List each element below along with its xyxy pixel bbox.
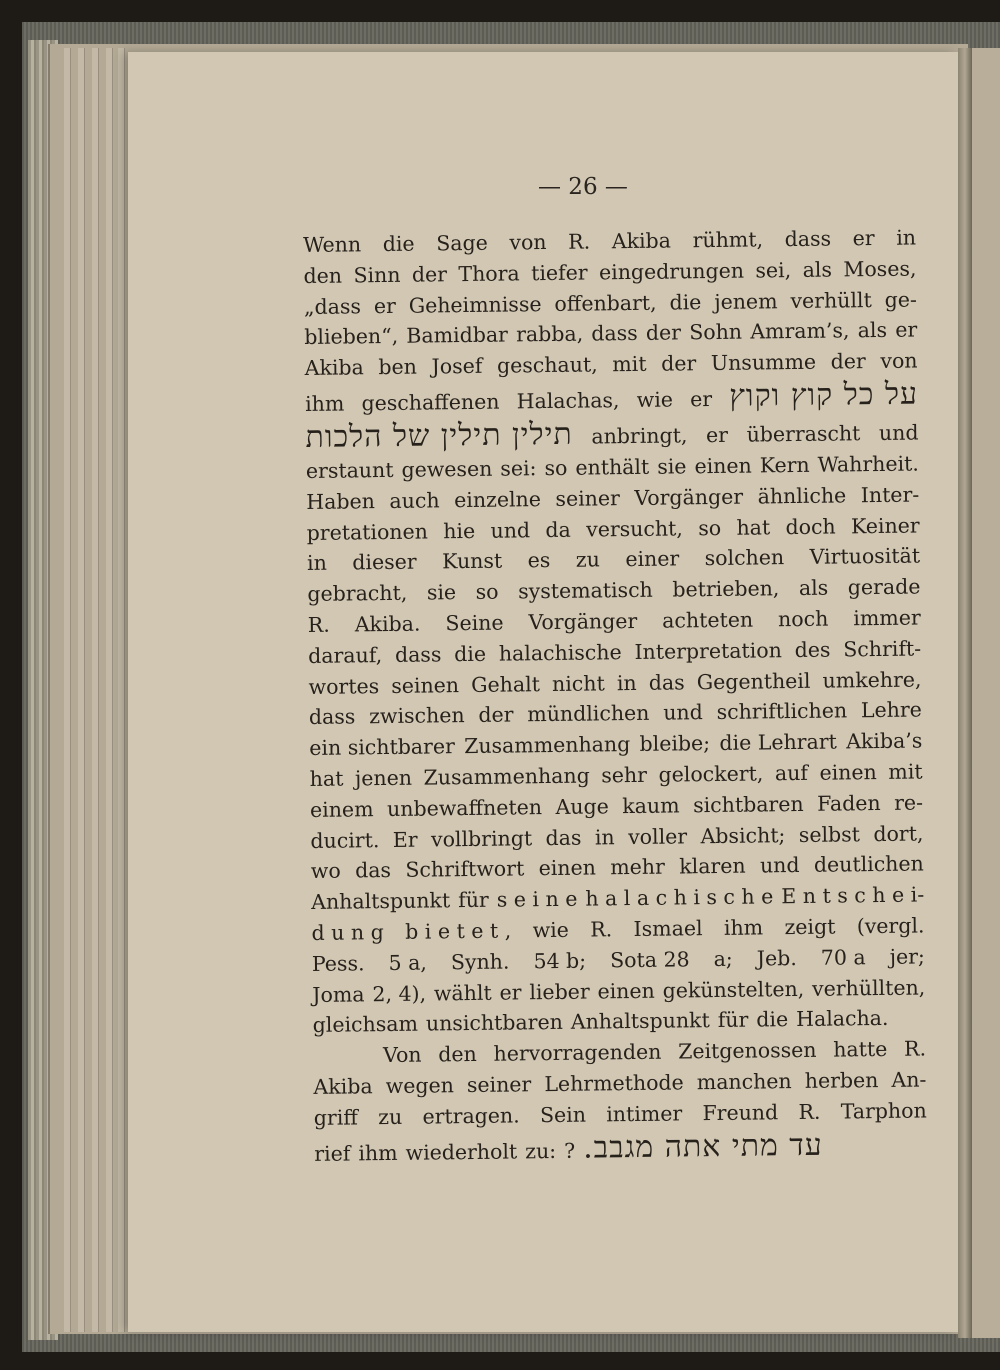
word: hie xyxy=(443,518,476,543)
word: und xyxy=(878,420,919,445)
word: von xyxy=(509,230,547,255)
page-leaf xyxy=(78,48,85,1332)
word: Kern xyxy=(759,452,810,478)
word: mit xyxy=(612,352,647,377)
word: auch xyxy=(389,488,440,513)
word: sie xyxy=(426,580,457,605)
word: (vergl. xyxy=(856,913,925,939)
text-line xyxy=(314,1126,927,1169)
word: umkehre, xyxy=(822,667,922,693)
word: der xyxy=(478,702,514,728)
word: zu xyxy=(575,547,600,573)
word: und xyxy=(759,853,800,878)
word: der xyxy=(645,320,682,346)
word: s e i n e xyxy=(496,886,578,912)
word: zwischen xyxy=(369,703,465,729)
word: wegen xyxy=(385,1073,454,1098)
page-leaf xyxy=(106,48,113,1332)
word: zu: xyxy=(525,1138,557,1163)
word: nicht xyxy=(551,670,605,696)
word: dort, xyxy=(873,821,924,846)
word: selbst xyxy=(798,821,861,847)
word: der xyxy=(661,351,697,376)
word: ge- xyxy=(884,287,918,312)
word: tiefer xyxy=(531,260,588,286)
word: da xyxy=(545,517,571,542)
word: das xyxy=(354,858,392,883)
word: Pess. xyxy=(311,951,365,976)
word: kaum xyxy=(622,793,680,818)
word: die xyxy=(669,289,702,315)
word: jer; xyxy=(889,944,926,969)
word: geschaut, xyxy=(496,352,598,378)
word: er xyxy=(499,979,522,1005)
word: klaren xyxy=(679,853,746,879)
word: 54 b; xyxy=(533,948,587,973)
word: R. xyxy=(903,1036,927,1061)
word: einen xyxy=(819,759,877,785)
word: Absicht; xyxy=(700,822,786,848)
word: er xyxy=(690,386,713,412)
word: Halachas, xyxy=(516,388,620,414)
word: offenbart, xyxy=(554,290,657,316)
word: Jeb. xyxy=(756,945,797,971)
word: Kunst xyxy=(441,548,503,574)
word: Sage xyxy=(436,230,488,256)
word: so xyxy=(698,515,722,540)
word: doch xyxy=(785,514,836,539)
word: sie xyxy=(657,454,687,479)
word: Halacha. xyxy=(796,1006,889,1032)
word: ? xyxy=(563,1138,576,1163)
word: rief xyxy=(314,1141,351,1166)
word: Zusammenhang xyxy=(463,732,631,759)
word: mehr xyxy=(610,854,666,880)
word: intimer xyxy=(606,1101,683,1127)
word: R. xyxy=(307,612,330,637)
word: gebracht, xyxy=(307,580,408,607)
word: eingedrungen xyxy=(598,258,745,285)
word: ducirt. xyxy=(310,827,380,853)
word: geschaffenen xyxy=(361,389,500,416)
word: so xyxy=(544,455,568,481)
word: 2, 4), xyxy=(372,981,427,1006)
word: Sein xyxy=(539,1102,587,1127)
word: darauf, xyxy=(308,642,383,668)
word: E n t s c h e i- xyxy=(781,882,925,909)
word: mit xyxy=(888,759,923,784)
word: Zeitgenossen xyxy=(677,1037,817,1064)
word: ähnliche xyxy=(757,483,847,509)
word: ertragen. xyxy=(422,1103,520,1129)
word: Gehalt xyxy=(471,671,541,697)
word: versucht, xyxy=(586,515,684,542)
word: wo xyxy=(310,858,341,884)
word: und xyxy=(490,517,531,543)
word: ihm xyxy=(304,391,345,416)
word: „dass xyxy=(303,293,362,319)
word: einen xyxy=(538,855,597,881)
word: Moses, xyxy=(843,256,917,282)
word: gewesen xyxy=(401,456,493,482)
word: An- xyxy=(891,1067,927,1092)
word: gekünstelten, xyxy=(662,976,805,1003)
word: Schrift- xyxy=(843,636,922,662)
word: wählt xyxy=(433,980,492,1005)
word: wortes xyxy=(308,673,380,699)
word: vollbringt xyxy=(430,825,533,852)
word: einem xyxy=(309,796,374,822)
word: Akiba’s xyxy=(845,728,923,754)
page-leaf xyxy=(64,48,71,1332)
word: a; xyxy=(713,946,733,971)
word: rühmt, xyxy=(692,227,764,253)
word: Sota 28 xyxy=(609,947,690,973)
word: die xyxy=(454,641,487,666)
word: deutlichen xyxy=(813,851,924,878)
word: Vorgänger xyxy=(634,484,744,510)
word: das xyxy=(545,825,582,850)
word: wie xyxy=(636,387,674,412)
word: Wenn xyxy=(303,232,362,257)
hebrew-quote: תילין תילין של הלכות xyxy=(305,416,573,455)
word: griff xyxy=(313,1105,359,1130)
word: in xyxy=(594,824,615,850)
word: er xyxy=(705,422,729,448)
word: sei: xyxy=(500,456,537,481)
word: Ismael xyxy=(633,916,703,941)
word: hatte xyxy=(833,1037,888,1062)
word: achteten xyxy=(662,607,754,633)
word: rabba, xyxy=(515,321,584,347)
word: R. xyxy=(568,229,591,254)
word: Schriftwort xyxy=(405,856,525,883)
word: Synh. xyxy=(450,949,510,974)
word: Von xyxy=(382,1042,422,1068)
hebrew-quote: עד מתי אתה מגבב. xyxy=(582,1127,823,1166)
word: das xyxy=(648,669,685,695)
word: schriftlichen xyxy=(716,698,848,725)
word: Unsumme xyxy=(710,349,817,376)
word: mündlichen xyxy=(527,701,650,727)
word: ben xyxy=(378,354,418,380)
word: pretationen xyxy=(306,519,429,545)
facing-page-edge xyxy=(972,48,1000,1338)
word: Zusammenhang xyxy=(423,763,590,790)
word: Anhaltspunkt xyxy=(570,1008,710,1035)
word: überrascht xyxy=(746,421,861,447)
word: herben xyxy=(804,1067,879,1093)
page-number: — 26 — xyxy=(538,174,628,200)
word: die Lehrart xyxy=(719,729,837,756)
word: Geheimnisse xyxy=(408,291,542,318)
word: von xyxy=(880,348,918,374)
word: ihm xyxy=(723,915,764,940)
word: Interpretation xyxy=(634,637,782,664)
word: Auge xyxy=(555,794,609,819)
word: verhüllten, xyxy=(811,974,926,1001)
word: er xyxy=(895,317,918,343)
word: lieber xyxy=(529,979,590,1004)
word: die xyxy=(382,231,415,257)
page-leaf xyxy=(118,48,125,1332)
word: dass xyxy=(394,642,442,667)
word: Bamidbar xyxy=(406,322,509,349)
word: Sinn xyxy=(353,262,401,288)
word: für xyxy=(717,1007,749,1033)
word: hat xyxy=(736,514,771,540)
word: Joma xyxy=(312,981,365,1007)
word: einzelne xyxy=(454,486,542,512)
word: sehr xyxy=(601,762,648,788)
word: Akiba xyxy=(304,355,364,381)
word: betrieben, xyxy=(672,576,780,602)
word: bleibe; xyxy=(639,731,711,757)
word: einen xyxy=(597,978,655,1003)
word: Faden xyxy=(816,790,881,816)
word: gelockert, xyxy=(658,761,764,787)
word: Seine xyxy=(445,610,504,636)
word: und xyxy=(663,700,703,725)
page-leaf xyxy=(92,48,99,1332)
word: erstaunt xyxy=(305,457,394,483)
word: Inter- xyxy=(860,482,920,507)
word: wiederholt xyxy=(405,1138,518,1165)
word: Vorgänger xyxy=(528,608,638,635)
word: Sohn xyxy=(689,320,743,345)
word: immer xyxy=(853,605,921,631)
word: jenen xyxy=(354,765,413,791)
word: Anhaltspunkt xyxy=(311,888,451,915)
word: dass xyxy=(784,226,832,252)
word: einen xyxy=(694,453,752,479)
word: der xyxy=(411,262,448,287)
word: ein sichtbarer xyxy=(309,734,455,761)
word: gleichsam xyxy=(312,1011,419,1038)
word: unsichtbaren xyxy=(425,1010,563,1036)
word: einer xyxy=(625,546,680,572)
word: es xyxy=(527,548,551,573)
word: voller xyxy=(627,823,688,849)
word: Josef xyxy=(431,354,483,379)
word: h a l a c h i s c h e xyxy=(585,884,774,911)
word: wie xyxy=(532,917,569,943)
word: noch xyxy=(777,606,829,632)
word: seinen xyxy=(391,672,460,698)
word: zu xyxy=(378,1104,403,1129)
word: dass xyxy=(591,321,638,346)
word: er xyxy=(852,226,875,251)
word: die xyxy=(756,1007,789,1032)
word: Lehre xyxy=(860,697,922,723)
word: seiner xyxy=(555,485,620,511)
body-text xyxy=(303,223,927,1170)
word: b i e t e t , xyxy=(405,918,512,944)
word: Akiba xyxy=(313,1074,373,1099)
word: als xyxy=(798,575,829,601)
word: enthält xyxy=(575,454,650,480)
word: hat xyxy=(309,766,344,791)
word: Er xyxy=(392,827,418,852)
word: Haben xyxy=(306,488,376,514)
word: re- xyxy=(894,790,924,815)
word: auf xyxy=(774,760,809,786)
book-gutter xyxy=(958,48,972,1338)
word: Akiba. xyxy=(354,611,421,637)
word: für xyxy=(458,887,489,913)
word: Lehrmethode xyxy=(544,1070,684,1097)
word: verhüllt xyxy=(790,287,872,313)
word: unbewaffneten xyxy=(386,794,543,821)
word: sei, xyxy=(755,257,792,283)
word: der xyxy=(830,349,866,374)
word: R. xyxy=(798,1099,821,1124)
word: halachische xyxy=(498,639,622,666)
word: solchen xyxy=(704,545,785,571)
word: R. xyxy=(590,917,613,942)
word: gerade xyxy=(847,574,921,600)
word: Thora xyxy=(458,261,520,286)
word: manchen xyxy=(696,1069,792,1095)
word: er xyxy=(373,293,396,318)
word: dieser xyxy=(352,550,417,575)
word: Wahrheit. xyxy=(817,451,919,477)
word: Amram’s, xyxy=(750,318,850,344)
word: sichtbaren xyxy=(692,791,804,818)
word: jenem xyxy=(714,288,778,314)
word: Keiner xyxy=(850,513,920,538)
word: d u n g xyxy=(311,920,384,945)
word: in xyxy=(896,225,917,250)
word: 70 a xyxy=(820,944,866,970)
word: systematisch xyxy=(518,577,653,604)
word: ihm xyxy=(358,1140,398,1165)
word: so xyxy=(475,579,499,605)
word: Gegentheil xyxy=(696,668,811,694)
word: seiner xyxy=(466,1072,532,1097)
word: zeigt xyxy=(784,914,836,940)
word: in xyxy=(306,551,327,576)
word: als xyxy=(857,318,888,343)
word: als xyxy=(802,257,833,282)
word: den xyxy=(303,263,343,288)
text-line xyxy=(305,376,918,419)
word: anbringt, xyxy=(591,423,688,449)
word: den xyxy=(438,1042,477,1067)
word: Virtuosität xyxy=(809,543,921,570)
word: 5 a, xyxy=(388,950,428,975)
word: hervorragenden xyxy=(493,1039,662,1066)
word: Akiba xyxy=(611,228,672,254)
word: Freund xyxy=(702,1099,779,1125)
word: dass xyxy=(308,704,356,730)
word: Tarphon xyxy=(840,1098,927,1124)
hebrew-quote: על כל קוץ וקוץ xyxy=(729,376,919,414)
word: blieben“, xyxy=(304,324,399,350)
word: in xyxy=(616,670,637,695)
word: des xyxy=(794,637,831,662)
